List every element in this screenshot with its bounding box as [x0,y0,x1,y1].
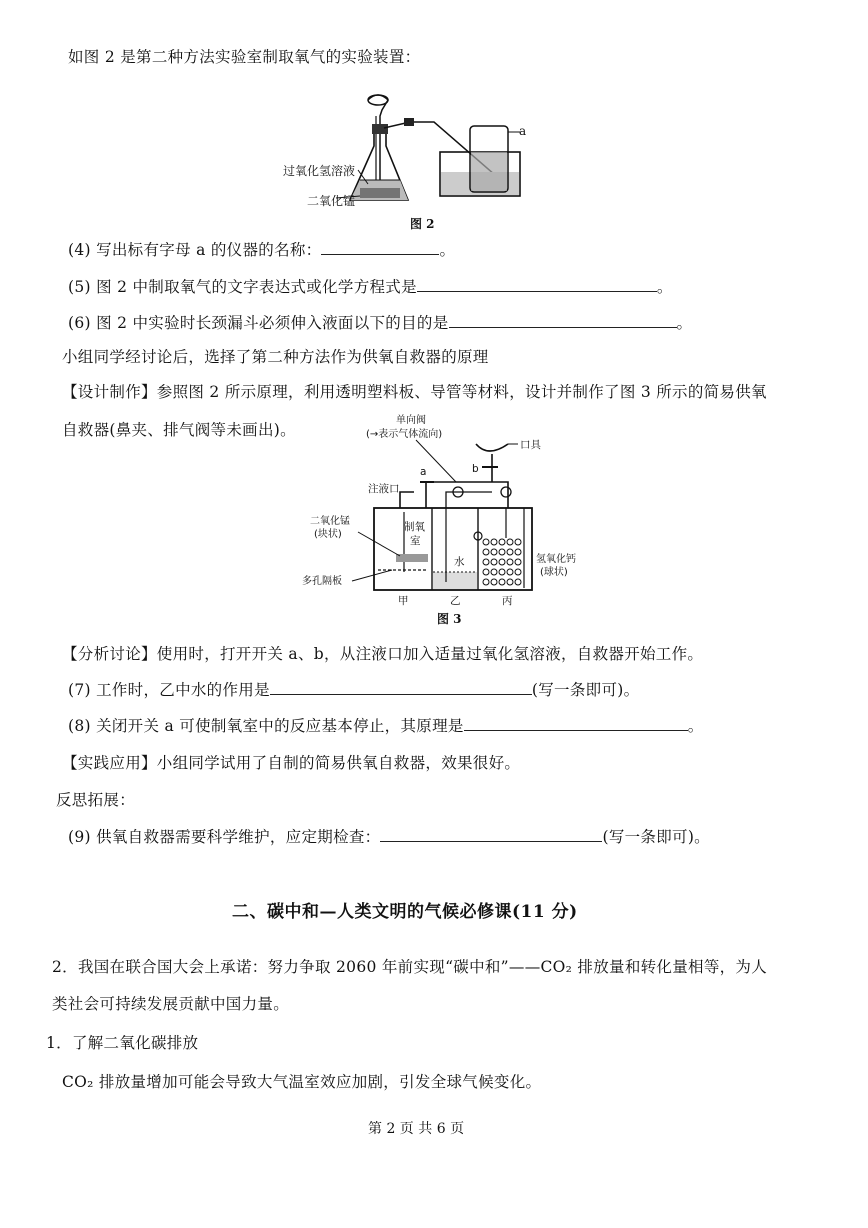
fig3-switch-a: a [420,466,427,478]
q6-answer-blank[interactable] [449,313,677,328]
q5-text: (5) 图 2 中制取氧气的文字表达式或化学方程式是 [68,278,417,296]
q7-end: (写一条即可)。 [531,681,640,699]
q9-answer-blank[interactable] [380,827,602,842]
q5-end: 。 [656,278,673,296]
fig3-mno2-form: (块状) [314,529,342,540]
question-5 [68,275,673,297]
practice-text: 【实践应用】小组同学试用了自制的简易供氧自救器，效果很好。 [62,754,521,772]
q8-text: (8) 关闭开关 a 可使制氧室中的反应基本停止，其原理是 [68,717,464,735]
fig3-valve-label: 单向阀 [396,415,426,426]
fig3-caoh-label: 氢氧化钙 [536,554,576,565]
fig3-chamber-label: 制氧 [404,521,425,533]
design-line-2: 自救器(鼻夹、排气阀等未画出)。 [62,421,296,439]
analysis-text: 【分析讨论】使用时，打开开关 a、b，从注液口加入适量过氧化氢溶液，自救器开始工作。 [62,645,704,663]
fig3-flow-label: (→表示气体流向) [366,429,443,440]
question-4 [68,238,455,260]
page-footer: 第 2 页 共 6 页 [368,1121,465,1137]
fig2-caption: 图 2 [410,217,435,231]
q9-text: (9) 供氧自救器需要科学维护，应定期检查： [68,828,381,846]
discussion-text: 小组同学经讨论后，选择了第二种方法作为供氧自救器的原理 [62,348,489,366]
q4-end: 。 [439,241,456,259]
question-6 [68,311,692,333]
question-7 [68,678,639,700]
q8-answer-blank[interactable] [464,716,688,731]
subheading-1: 1．了解二氧化碳排放 [46,1034,199,1052]
fig3-caption: 图 3 [437,612,462,626]
q6-end: 。 [676,314,693,332]
fig3-calcium-hydroxide-balls [483,539,521,585]
reflect-heading: 反思拓展： [56,791,136,809]
fig2-label-h2o2: 过氧化氢溶液 [283,164,356,178]
paragraph-2-line-1: 2．我国在联合国大会上承诺：努力争取 2060 年前实现“碳中和”——CO₂ 排放量和转化量相等，为人 [52,958,768,976]
q6-text: (6) 图 2 中实验时长颈漏斗必须伸入液面以下的目的是 [68,314,449,332]
question-8 [68,714,704,736]
section-2-heading: 二、碳中和—人类文明的气候必修课(11 分) [232,902,578,922]
fig3-inlet-label: 注液口 [368,483,400,495]
fig2-label-mno2: 二氧化锰 [307,194,356,208]
q4-answer-blank[interactable] [321,240,439,255]
fig2-label-a: a [519,124,527,138]
q5-answer-blank[interactable] [417,277,657,292]
q4-text: (4) 写出标有字母 a 的仪器的名称： [68,241,322,259]
co2-emission-text: CO₂ 排放量增加可能会导致大气温室效应加剧，引发全球气候变化。 [62,1073,542,1091]
figure-3-oxygen-device [296,412,586,612]
fig3-water-label: 水 [454,556,465,568]
fig3-label-yi: 乙 [450,595,461,607]
fig3-switch-b: b [472,463,479,475]
q7-answer-blank[interactable] [270,680,532,695]
fig3-mno2-label: 二氧化锰 [310,516,350,527]
q9-end: (写一条即可)。 [602,828,710,846]
question-9 [68,825,710,847]
intro-text: 如图 2 是第二种方法实验室制取氧气的实验装置： [68,48,421,66]
paragraph-2-line-2: 类社会可持续发展贡献中国力量。 [52,995,290,1013]
fig3-chamber-label-2: 室 [410,535,421,547]
fig3-caoh-form: (球状) [540,567,568,578]
fig3-label-jia: 甲 [398,595,409,607]
fig3-mouth-label: 口具 [520,439,541,451]
q8-end: 。 [687,717,704,735]
fig3-plate-label: 多孔隔板 [302,576,342,587]
q7-text: (7) 工作时，乙中水的作用是 [68,681,270,699]
design-line-1: 【设计制作】参照图 2 所示原理，利用透明塑料板、导管等材料，设计并制作了图 3 所示的简易供氧 [62,383,767,401]
fig3-label-bing: 丙 [502,595,513,607]
